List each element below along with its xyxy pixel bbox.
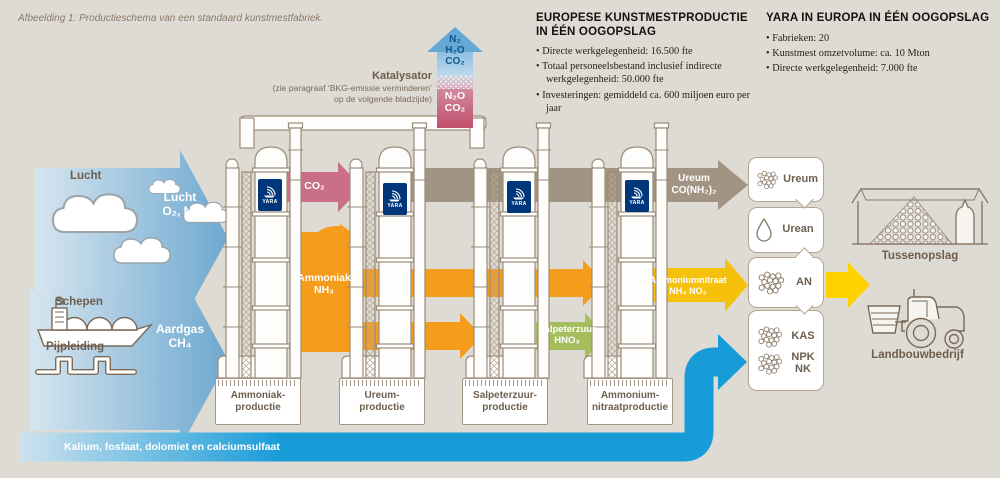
ammonia-line2: NH₃ xyxy=(313,284,335,297)
plant-line1: Ureum- xyxy=(364,390,400,401)
bullet-item: • Directe werkgelegenheid: 16.500 fte xyxy=(536,45,762,58)
plant-label-ammonia xyxy=(215,378,301,425)
gas-n2: N₂ xyxy=(449,34,461,45)
plant-label-nitric-acid xyxy=(462,378,548,425)
panel-european-production xyxy=(536,12,762,117)
minerals-label: Kalium, fosfaat, dolomiet en calciumsulfaat xyxy=(64,441,280,453)
plant-line1: Salpeterzuur- xyxy=(473,390,537,401)
product-label-an: AN xyxy=(796,275,812,288)
product-label-ureum: Ureum xyxy=(783,172,818,185)
bullet-item: • Investeringen: gemiddeld ca. 600 miljoen euro per jaar xyxy=(536,89,762,115)
nitric-acid-flow-label xyxy=(534,324,600,346)
product-box-ureum xyxy=(748,157,824,202)
storage-label: Tussenopslag xyxy=(881,250,959,262)
bullet-item: • Totaal personeelsbestand inclusief indirecte werkgelegenheid: 50.000 fte xyxy=(536,60,762,86)
urea-flow-label xyxy=(652,173,736,197)
katalysator-title: Katalysator xyxy=(372,70,432,82)
yara-emblem-icon xyxy=(387,189,403,202)
product-output-arrow xyxy=(826,262,870,308)
air-flow-line1: Lucht xyxy=(163,190,197,204)
yara-logo-text: YARA xyxy=(511,201,527,207)
air-flow-label xyxy=(143,190,217,218)
yara-logo-text: YARA xyxy=(387,203,403,209)
plant-label-urea xyxy=(339,378,425,425)
plant-line1: Ammonium- xyxy=(600,390,660,401)
bullet-item: • Directe werkgelegenheid: 7.000 fte xyxy=(766,62,998,75)
an-line2: NH₄ NO₃ xyxy=(669,285,707,296)
urea-line1: Ureum xyxy=(678,173,710,184)
air-flow-line2: O₂, N₂ xyxy=(162,204,198,219)
co2-flow-label: CO₂ xyxy=(304,180,325,192)
product-label-urean: Urean xyxy=(782,223,814,236)
ammonia-line1: Ammoniak xyxy=(297,272,351,284)
panel-yara-title: YARA IN EUROPA IN ÉÉN OOGOPSLAG xyxy=(766,12,990,24)
tower-urea xyxy=(342,123,427,378)
product-row-npk xyxy=(754,352,818,376)
katalysator-note-line2: op de volgende bladzijde) xyxy=(334,94,432,105)
granules-icon xyxy=(754,352,784,376)
yara-logo xyxy=(625,180,649,212)
air-label: Lucht xyxy=(70,170,102,182)
panel-yara-europe xyxy=(766,12,998,77)
ships-label: Schepen xyxy=(55,296,103,308)
gas-flow-label xyxy=(143,322,217,350)
plant-line2: productie xyxy=(235,402,281,413)
farm-label: Landbouwbedrijf xyxy=(871,349,964,361)
granules-icon xyxy=(754,167,779,193)
gas-co2: CO₂ xyxy=(445,56,465,68)
npk-line2: NK xyxy=(795,363,811,375)
product-box-urean xyxy=(748,207,824,253)
ammonium-nitrate-flow-label xyxy=(648,275,728,296)
yara-logo-text: YARA xyxy=(629,200,645,206)
yara-logo xyxy=(383,183,407,215)
hatch-strip xyxy=(342,380,422,386)
nitric-line1: Salpeterzuur xyxy=(538,324,596,335)
tower-ammonia xyxy=(218,123,303,378)
gas-n2o: N₂O xyxy=(444,90,466,102)
droplet-icon xyxy=(754,217,774,243)
plant-line2: productie xyxy=(359,402,405,413)
stack-clean-gases-label xyxy=(425,34,485,68)
yara-logo xyxy=(507,181,531,213)
product-box-kas-npk xyxy=(748,310,824,391)
an-line1: Ammoniumnitraat xyxy=(649,275,727,285)
gas-h2o: H₂O xyxy=(445,45,465,57)
plant-label-ammonium-nitrate xyxy=(587,378,673,425)
katalysator-label xyxy=(262,70,432,105)
panel-european-title: EUROPESE KUNSTMESTPRODUCTIE IN ÉÉN OOGOPSLAG xyxy=(536,12,748,38)
product-label-npk xyxy=(788,352,818,375)
nitric-line2: HNO₃ xyxy=(554,335,580,347)
gas-flow-line2: CH₄ xyxy=(168,336,192,351)
granules-icon xyxy=(754,270,786,296)
stack-ghg-label xyxy=(425,90,485,114)
bullet-item: • Fabrieken: 20 xyxy=(766,32,998,45)
product-row-kas xyxy=(754,325,818,349)
product-label-kas: KAS xyxy=(791,330,815,343)
katalysator-note-line1: (zie paragraaf ‘BKG-emissie verminderen’ xyxy=(272,82,432,93)
yara-emblem-icon xyxy=(629,186,645,199)
yara-emblem-icon xyxy=(262,185,278,198)
figure-caption: Afbeelding 1: Productieschema van een standaard kunstmestfabriek. xyxy=(18,13,324,24)
tractor-icon xyxy=(868,289,964,348)
plant-line2: nitraatproductie xyxy=(591,402,669,413)
hatch-strip xyxy=(465,380,545,386)
warehouse-icon xyxy=(852,189,988,244)
yara-logo-text: YARA xyxy=(262,199,278,205)
hatch-strip xyxy=(590,380,670,386)
hatch-strip xyxy=(218,380,298,386)
npk-line1: NPK xyxy=(791,351,815,364)
urea-line2: CO(NH₂)₂ xyxy=(671,184,717,196)
bullet-item: • Kunstmest omzetvolume: ca. 10 Mton xyxy=(766,47,998,60)
gas-co2-ghg: CO₂ xyxy=(444,102,466,115)
pipeline-label: Pijpleiding xyxy=(46,341,105,353)
ammonia-flow-label xyxy=(296,272,352,297)
product-box-an xyxy=(748,257,824,308)
plant-line2: productie xyxy=(482,402,528,413)
yara-logo xyxy=(258,179,282,211)
plant-line1: Ammoniak- xyxy=(230,390,286,401)
granules-icon xyxy=(754,325,784,349)
gas-flow-line1: Aardgas xyxy=(155,322,205,336)
yara-emblem-icon xyxy=(511,187,527,200)
